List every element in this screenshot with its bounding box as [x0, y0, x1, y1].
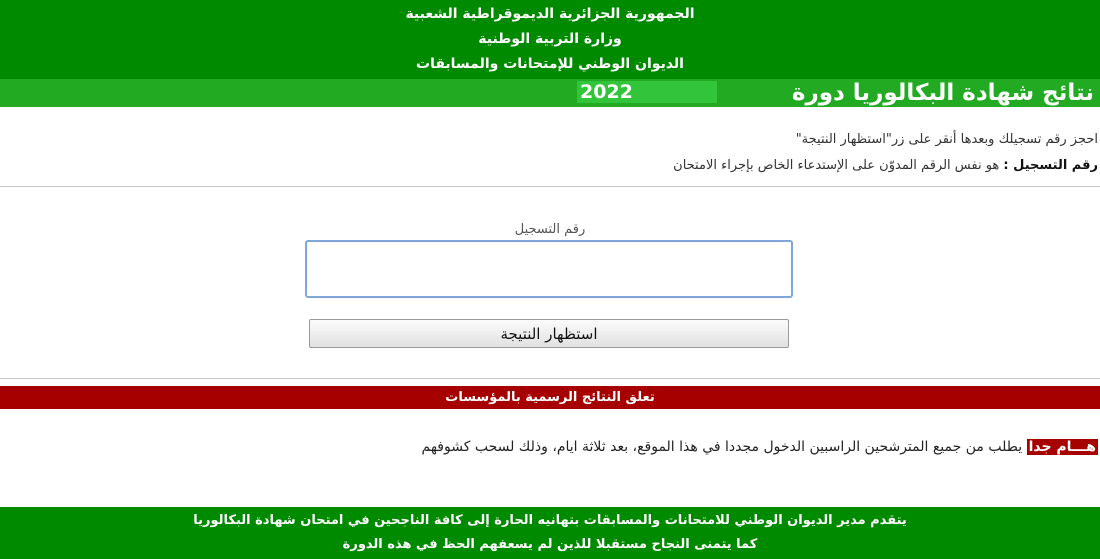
official-results-notice: تعلق النتائج الرسمية بالمؤسسات	[0, 386, 1100, 409]
divider-top	[0, 186, 1100, 187]
registration-note	[673, 158, 1098, 173]
show-result-button[interactable]: استظهار النتيجة	[309, 319, 789, 348]
divider-bottom	[0, 378, 1100, 379]
important-badge: هـــام جدا	[1028, 439, 1096, 455]
results-title-bar	[0, 79, 1100, 107]
instruction-line: احجز رقم تسجيلك وبعدها أنقر على زر"استظهار النتيجة"	[795, 132, 1098, 147]
ministry-title: وزارة التربية الوطنية	[478, 31, 622, 47]
page-title: نتائج شهادة البكالوريا دورة	[791, 80, 1094, 106]
office-title: الديوان الوطني للإمتحانات والمسابقات	[416, 56, 684, 72]
important-notice-text: يطلب من جميع المترشحين الراسبين الدخول مجددا في هذا الموقع، بعد ثلاثة ايام، وذلك لسحب كشوفهم	[421, 439, 1023, 455]
exam-year	[577, 81, 717, 103]
registration-note-label: رقم التسجيل :	[1003, 158, 1098, 173]
registration-field-label: رقم التسجيل	[514, 222, 586, 237]
important-notice	[78, 434, 1098, 460]
congratulations-line: يتقدم مدير الديوان الوطني للامتحانات والمسابقات بتهانيه الحارة إلى كافة الناجحين في امتحان شهادة البكالوريا	[193, 513, 907, 528]
registration-number-input[interactable]	[305, 240, 793, 298]
registration-note-text: هو نفس الرقم المدوّن على الإستدعاء الخاص بإجراء الامتحان	[673, 158, 1000, 173]
exam-year-value: 2022	[580, 81, 633, 103]
header-banner	[0, 0, 1100, 79]
wishes-line: كما يتمنى النجاح مستقبلا للذين لم يسعفهم الحظ في هذه الدورة	[342, 537, 758, 552]
congratulations-banner	[0, 507, 1100, 559]
republic-title: الجمهورية الجزائرية الديموقراطية الشعبية	[405, 6, 695, 22]
